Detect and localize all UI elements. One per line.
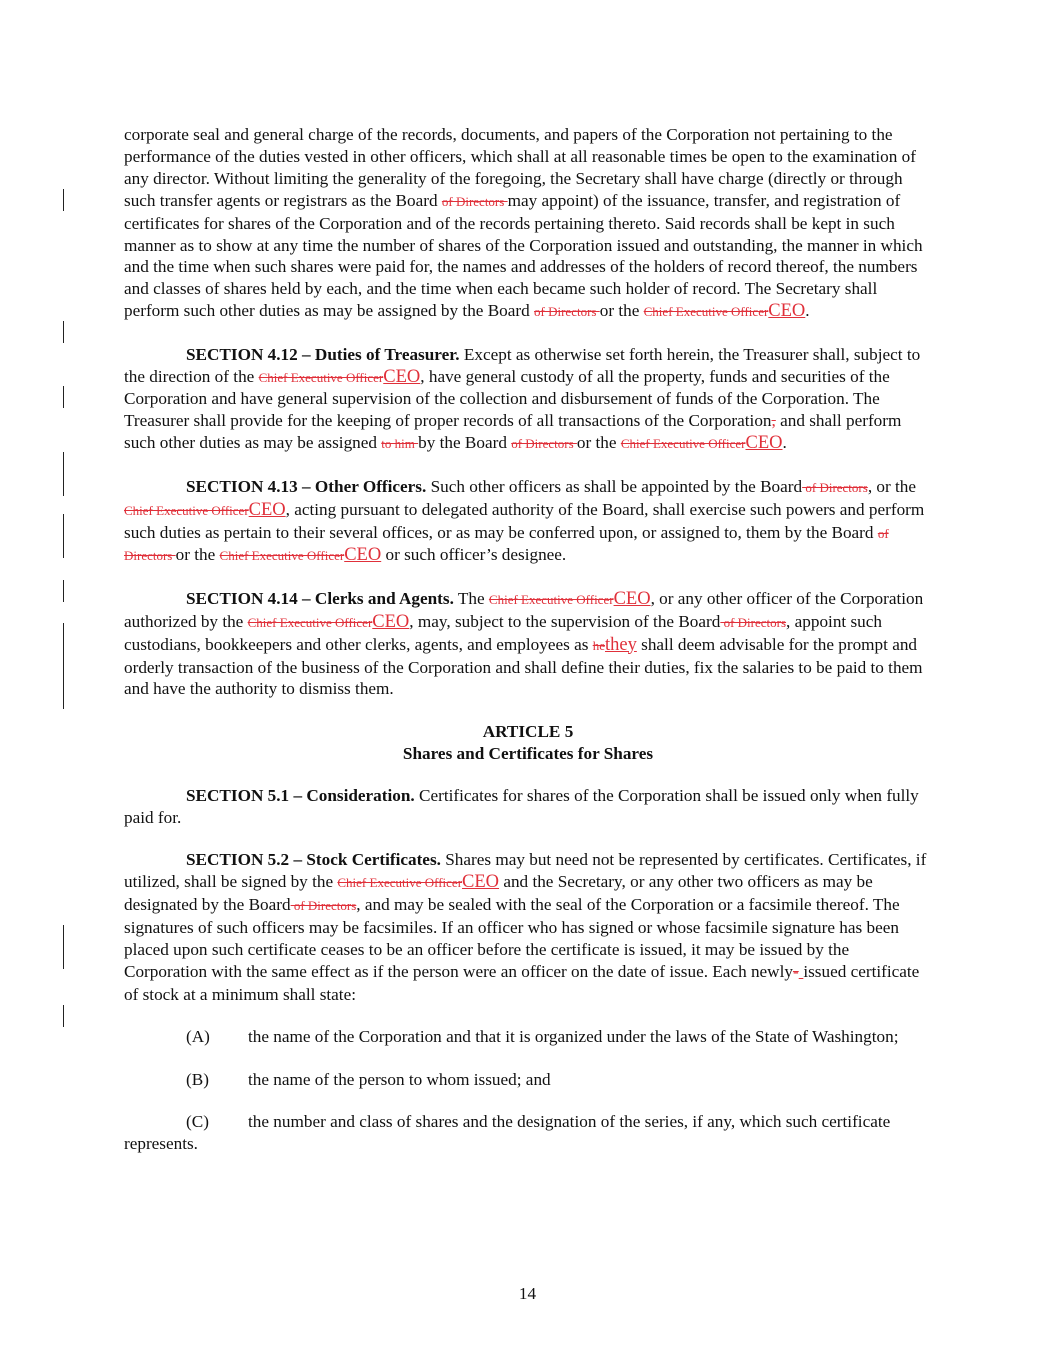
section-5-2: SECTION 5.2 – Stock Certificates. Shares may but need not be represented by certificates. Certificates, if utilized, shall be signed by the Chief Executive OfficerCEO and the Secretary, or any other two officers as may be designated by the Board of Directors, and may be sealed with the seal of the Corporation or a facsimile thereof. The signatures of such officers may be facsimiles. If an officer who has signed or whose facsimile signature has been placed upon such certificate ceases to be an officer before the certificate is issued, it may be issued by the Corporation with the same effect as if the person were an officer on the date of issue. Each newly- issued certificate of stock at a minimum shall state:: [124, 850, 927, 1004]
change-bar: [63, 386, 64, 408]
section-title: SECTION 4.12 – Duties of Treasurer.: [186, 344, 460, 364]
section-title: SECTION 4.13 – Other Officers.: [186, 476, 427, 496]
section-title: SECTION 5.1 – Consideration.: [186, 786, 415, 806]
document-body: [124, 124, 932, 1175]
change-bar: [63, 580, 64, 602]
change-bar: [63, 189, 64, 211]
change-bar: [63, 623, 64, 709]
section-4-14: SECTION 4.14 – Clerks and Agents. The Chief Executive OfficerCEO, or any other officer of the Corporation authorized by the Chief Executive OfficerCEO, may, subject to the supervision of the Board of Directors, appoint such custodians, bookkeepers and other clerks, agents, and employees as hethey shall deem advisable for the prompt and orderly transaction of the business of the Corporation and shall define their duties, fix the salaries to be paid to them and have the authority to dismiss them.: [124, 588, 924, 699]
section-title: SECTION 5.2 – Stock Certificates.: [186, 850, 441, 870]
article-number: ARTICLE 5: [482, 721, 574, 741]
section-5-1: SECTION 5.1 – Consideration. Certificates for shares of the Corporation shall be issued only when fully paid for.: [124, 786, 919, 828]
article-heading: [124, 721, 932, 765]
change-bar: [63, 925, 64, 969]
change-bar: [63, 1005, 64, 1027]
change-bar: [63, 321, 64, 343]
section-title: SECTION 4.14 – Clerks and Agents.: [186, 588, 454, 608]
list-item: (C) the number and class of shares and the designation of the series, if any, which such certificate represents.: [124, 1112, 891, 1154]
change-bar: [63, 452, 64, 496]
section-4-13: SECTION 4.13 – Other Officers. Such other officers as shall be appointed by the Board of Directors, or the Chief Executive OfficerCEO, acting pursuant to delegated authority of the Board, shall exercise such powers and perform such duties as pertain to their several offices, or as may be conferred upon, or assigned to, them by the Board of Directors or the Chief Executive OfficerCEO or such officer’s designee.: [124, 476, 925, 566]
list-item: (A) the name of the Corporation and that it is organized under the laws of the State of Washington;: [186, 1027, 899, 1047]
change-bar: [63, 514, 64, 558]
section-4-12: SECTION 4.12 – Duties of Treasurer. Except as otherwise set forth herein, the Treasurer shall, subject to the direction of the Chief Executive OfficerCEO, have general custody of all the property, funds and securities of the Corporation and have general supervision of the collection and disbursement of funds of the Corporation. The Treasurer shall provide for the keeping of proper records of all transactions of the Corporation, and shall perform such other duties as may be assigned to him by the Board of Directors or the Chief Executive OfficerCEO.: [124, 344, 921, 454]
page-number: 14: [518, 1284, 537, 1303]
paragraph-secretary-continued: corporate seal and general charge of the records, documents, and papers of the Corporation not pertaining to the performance of the duties vested in other officers, which shall at all reasonable times be open to the examination of any director. Without limiting the generality of the foregoing, the Secretary shall have charge (directly or through such transfer agents or registrars as the Board of Directors may appoint) of the issuance, transfer, and registration of certificates for shares of the Corporation and of the records pertaining thereto. Said records shall be kept in such manner as to show at any time the number of shares of the Corporation issued and outstanding, the manner in which and the time when such shares were paid for, the names and addresses of the holders of record thereof, the numbers and classes of shares held by each, and the time when each became such holder of record. The Secretary shall perform such other duties as may be assigned by the Board of Directors or the Chief Executive OfficerCEO.: [124, 125, 923, 322]
list-item: (B) the name of the person to whom issued; and: [186, 1069, 551, 1089]
article-title: Shares and Certificates for Shares: [402, 743, 654, 763]
